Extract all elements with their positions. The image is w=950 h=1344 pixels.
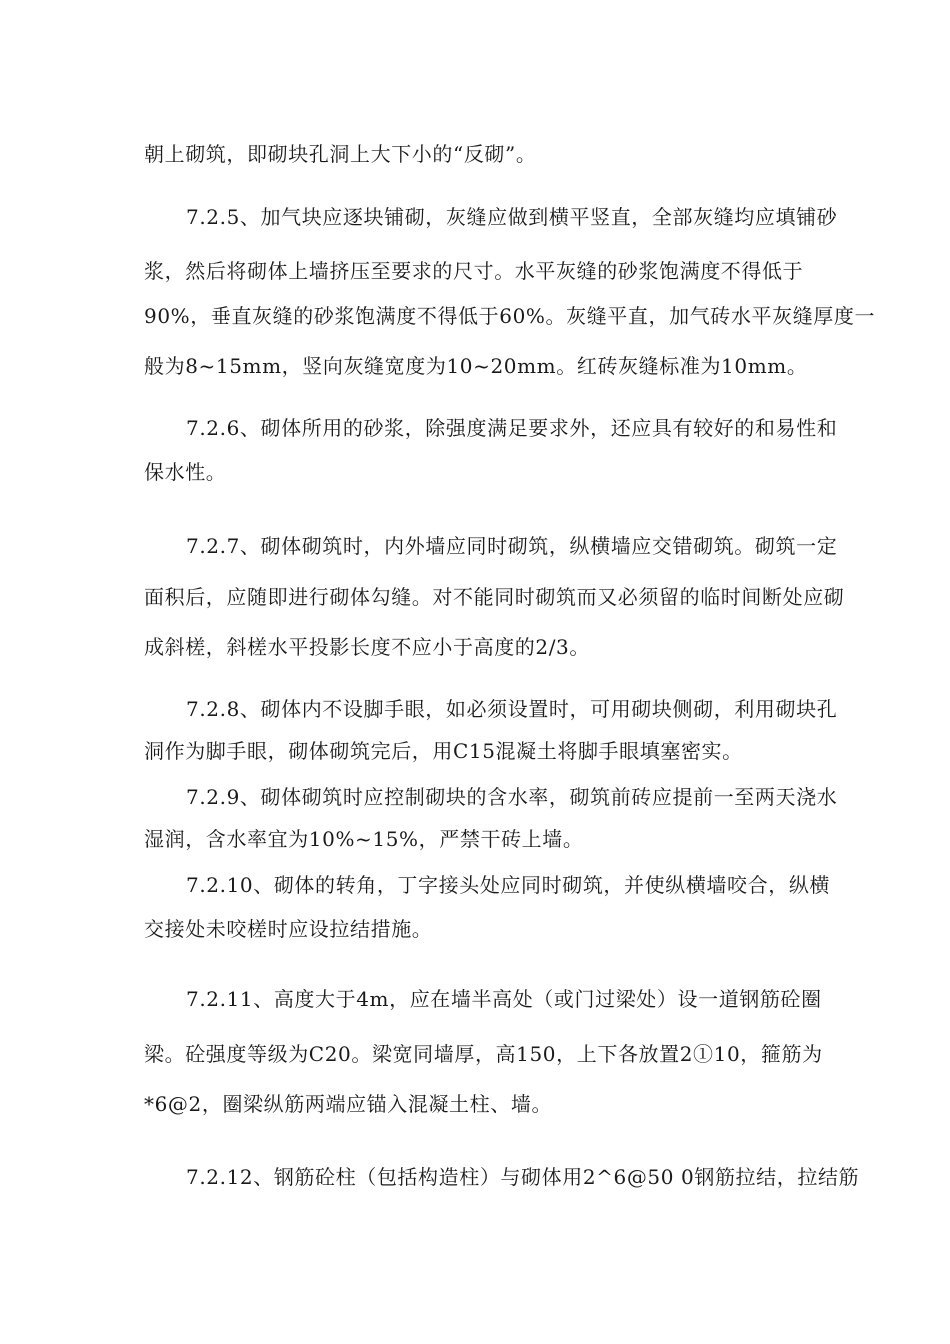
paragraph-line: 90%，垂直灰缝的砂浆饱满度不得低于60%。灰缝平直，加气砖水平灰缝厚度一 xyxy=(144,304,876,328)
paragraph-line: 7.2.8、砌体内不设脚手眼，如必须设置时，可用砌块侧砌，利用砌块孔 xyxy=(186,697,838,721)
paragraph-line: 洞作为脚手眼，砌体砌筑完后，用C15混凝土将脚手眼填塞密实。 xyxy=(144,739,743,763)
paragraph-line: 7.2.9、砌体砌筑时应控制砌块的含水率，砌筑前砖应提前一至两天浇水 xyxy=(186,785,838,809)
paragraph-line: 7.2.6、砌体所用的砂浆，除强度满足要求外，还应具有较好的和易性和 xyxy=(186,416,838,440)
paragraph-line: 交接处未咬槎时应设拉结措施。 xyxy=(144,917,433,941)
paragraph-line: 7.2.7、砌体砌筑时，内外墙应同时砌筑，纵横墙应交错砌筑。砌筑一定 xyxy=(186,534,838,558)
paragraph-line: 朝上砌筑，即砌块孔洞上大下小的“反砌”。 xyxy=(144,142,537,166)
paragraph-line: 7.2.11、高度大于4m，应在墙半高处（或门过梁处）设一道钢筋砼圈 xyxy=(186,987,822,1011)
paragraph-line: 面积后，应随即进行砌体勾缝。对不能同时砌筑而又必须留的临时间断处应砌 xyxy=(144,585,845,609)
paragraph-line: *6@2，圈梁纵筋两端应锚入混凝土柱、墙。 xyxy=(144,1092,553,1116)
paragraph-line: 7.2.5、加气块应逐块铺砌，灰缝应做到横平竖直，全部灰缝均应填铺砂 xyxy=(186,205,838,229)
paragraph-line: 7.2.12、钢筋砼柱（包括构造柱）与砌体用2^6@50 0钢筋拉结，拉结筋 xyxy=(186,1165,860,1189)
paragraph-line: 般为8~15mm，竖向灰缝宽度为10~20mm。红砖灰缝标准为10mm。 xyxy=(144,354,808,378)
paragraph-line: 7.2.10、砌体的转角，丁字接头处应同时砌筑，并使纵横墙咬合，纵横 xyxy=(186,873,831,897)
paragraph-line: 浆，然后将砌体上墙挤压至要求的尺寸。水平灰缝的砂浆饱满度不得低于 xyxy=(144,259,804,283)
paragraph-line: 湿润，含水率宜为10%~15%，严禁干砖上墙。 xyxy=(144,827,584,851)
paragraph-line: 成斜槎，斜槎水平投影长度不应小于高度的2/3。 xyxy=(144,635,590,659)
paragraph-line: 保水性。 xyxy=(144,460,227,484)
paragraph-line: 梁。砼强度等级为C20。梁宽同墙厚，高150，上下各放置2①10，箍筋为 xyxy=(144,1042,823,1066)
